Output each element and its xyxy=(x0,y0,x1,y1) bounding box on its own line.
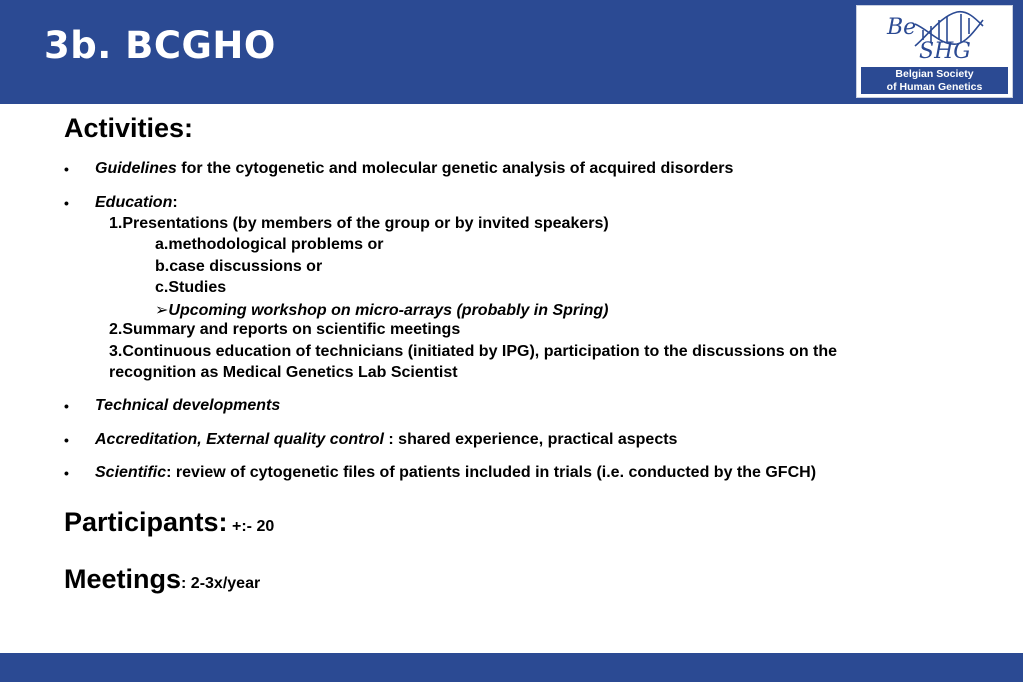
dna-helix-icon xyxy=(857,6,1014,68)
bullet-dot: • xyxy=(64,398,69,414)
education-sub-a: a.methodological problems or xyxy=(155,236,384,253)
accreditation-text: : shared experience, practical aspects xyxy=(383,431,678,448)
list-item-accreditation xyxy=(95,431,677,449)
participants-label: Participants: xyxy=(64,507,228,537)
participants-line xyxy=(64,507,274,538)
bullet-dot: • xyxy=(64,161,69,177)
education-term: Education xyxy=(95,194,173,211)
meetings-label: Meetings xyxy=(64,564,182,594)
education-upcoming xyxy=(155,300,608,320)
education-item-2: 2.Summary and reports on scientific meetings xyxy=(109,321,461,338)
logo-shg-text: SHG xyxy=(919,39,971,64)
education-sub-c: c.Studies xyxy=(155,279,227,296)
bshg-logo xyxy=(856,5,1013,98)
guidelines-term: Guidelines xyxy=(95,160,177,177)
logo-line-2: of Human Genetics xyxy=(886,81,983,93)
bullet-dot: • xyxy=(64,432,69,448)
logo-be-text: Be xyxy=(887,15,917,40)
activities-heading: Activities: xyxy=(64,113,194,143)
meetings-value: : 2-3x/year xyxy=(181,575,261,592)
list-item-education xyxy=(95,194,178,212)
education-colon: : xyxy=(172,194,178,211)
guidelines-text: for the cytogenetic and molecular genetic analysis of acquired disorders xyxy=(176,160,734,177)
list-item-guidelines xyxy=(95,160,733,178)
meetings-line xyxy=(64,564,260,595)
scientific-text: : review of cytogenetic files of patients included in trials (i.e. conducted by the GFCH) xyxy=(166,464,817,481)
participants-value: +:- 20 xyxy=(227,518,275,535)
logo-band xyxy=(861,67,1008,94)
header-bar xyxy=(0,0,1023,104)
logo-line-1: Belgian Society xyxy=(895,68,974,80)
page-title: 3b. BCGHO xyxy=(44,24,276,67)
education-sub-b: b.case discussions or xyxy=(155,258,323,275)
footer-bar xyxy=(0,653,1023,682)
list-item-scientific xyxy=(95,464,816,482)
education-item-3-line-1: 3.Continuous education of technicians (initiated by IPG), participation to the discussions on the xyxy=(109,343,838,360)
accreditation-term: Accreditation, External quality control xyxy=(95,431,384,448)
bullet-dot: • xyxy=(64,465,69,481)
education-item-3-line-2: recognition as Medical Genetics Lab Scientist xyxy=(109,364,458,381)
scientific-term: Scientific xyxy=(95,464,167,481)
upcoming-text: Upcoming workshop on micro-arrays (probably in Spring) xyxy=(168,302,609,319)
arrow-bullet-icon: ➢ xyxy=(155,302,169,319)
list-item-technical: Technical developments xyxy=(95,397,281,414)
education-item-1: 1.Presentations (by members of the group or by invited speakers) xyxy=(109,215,609,232)
bullet-dot: • xyxy=(64,195,69,211)
